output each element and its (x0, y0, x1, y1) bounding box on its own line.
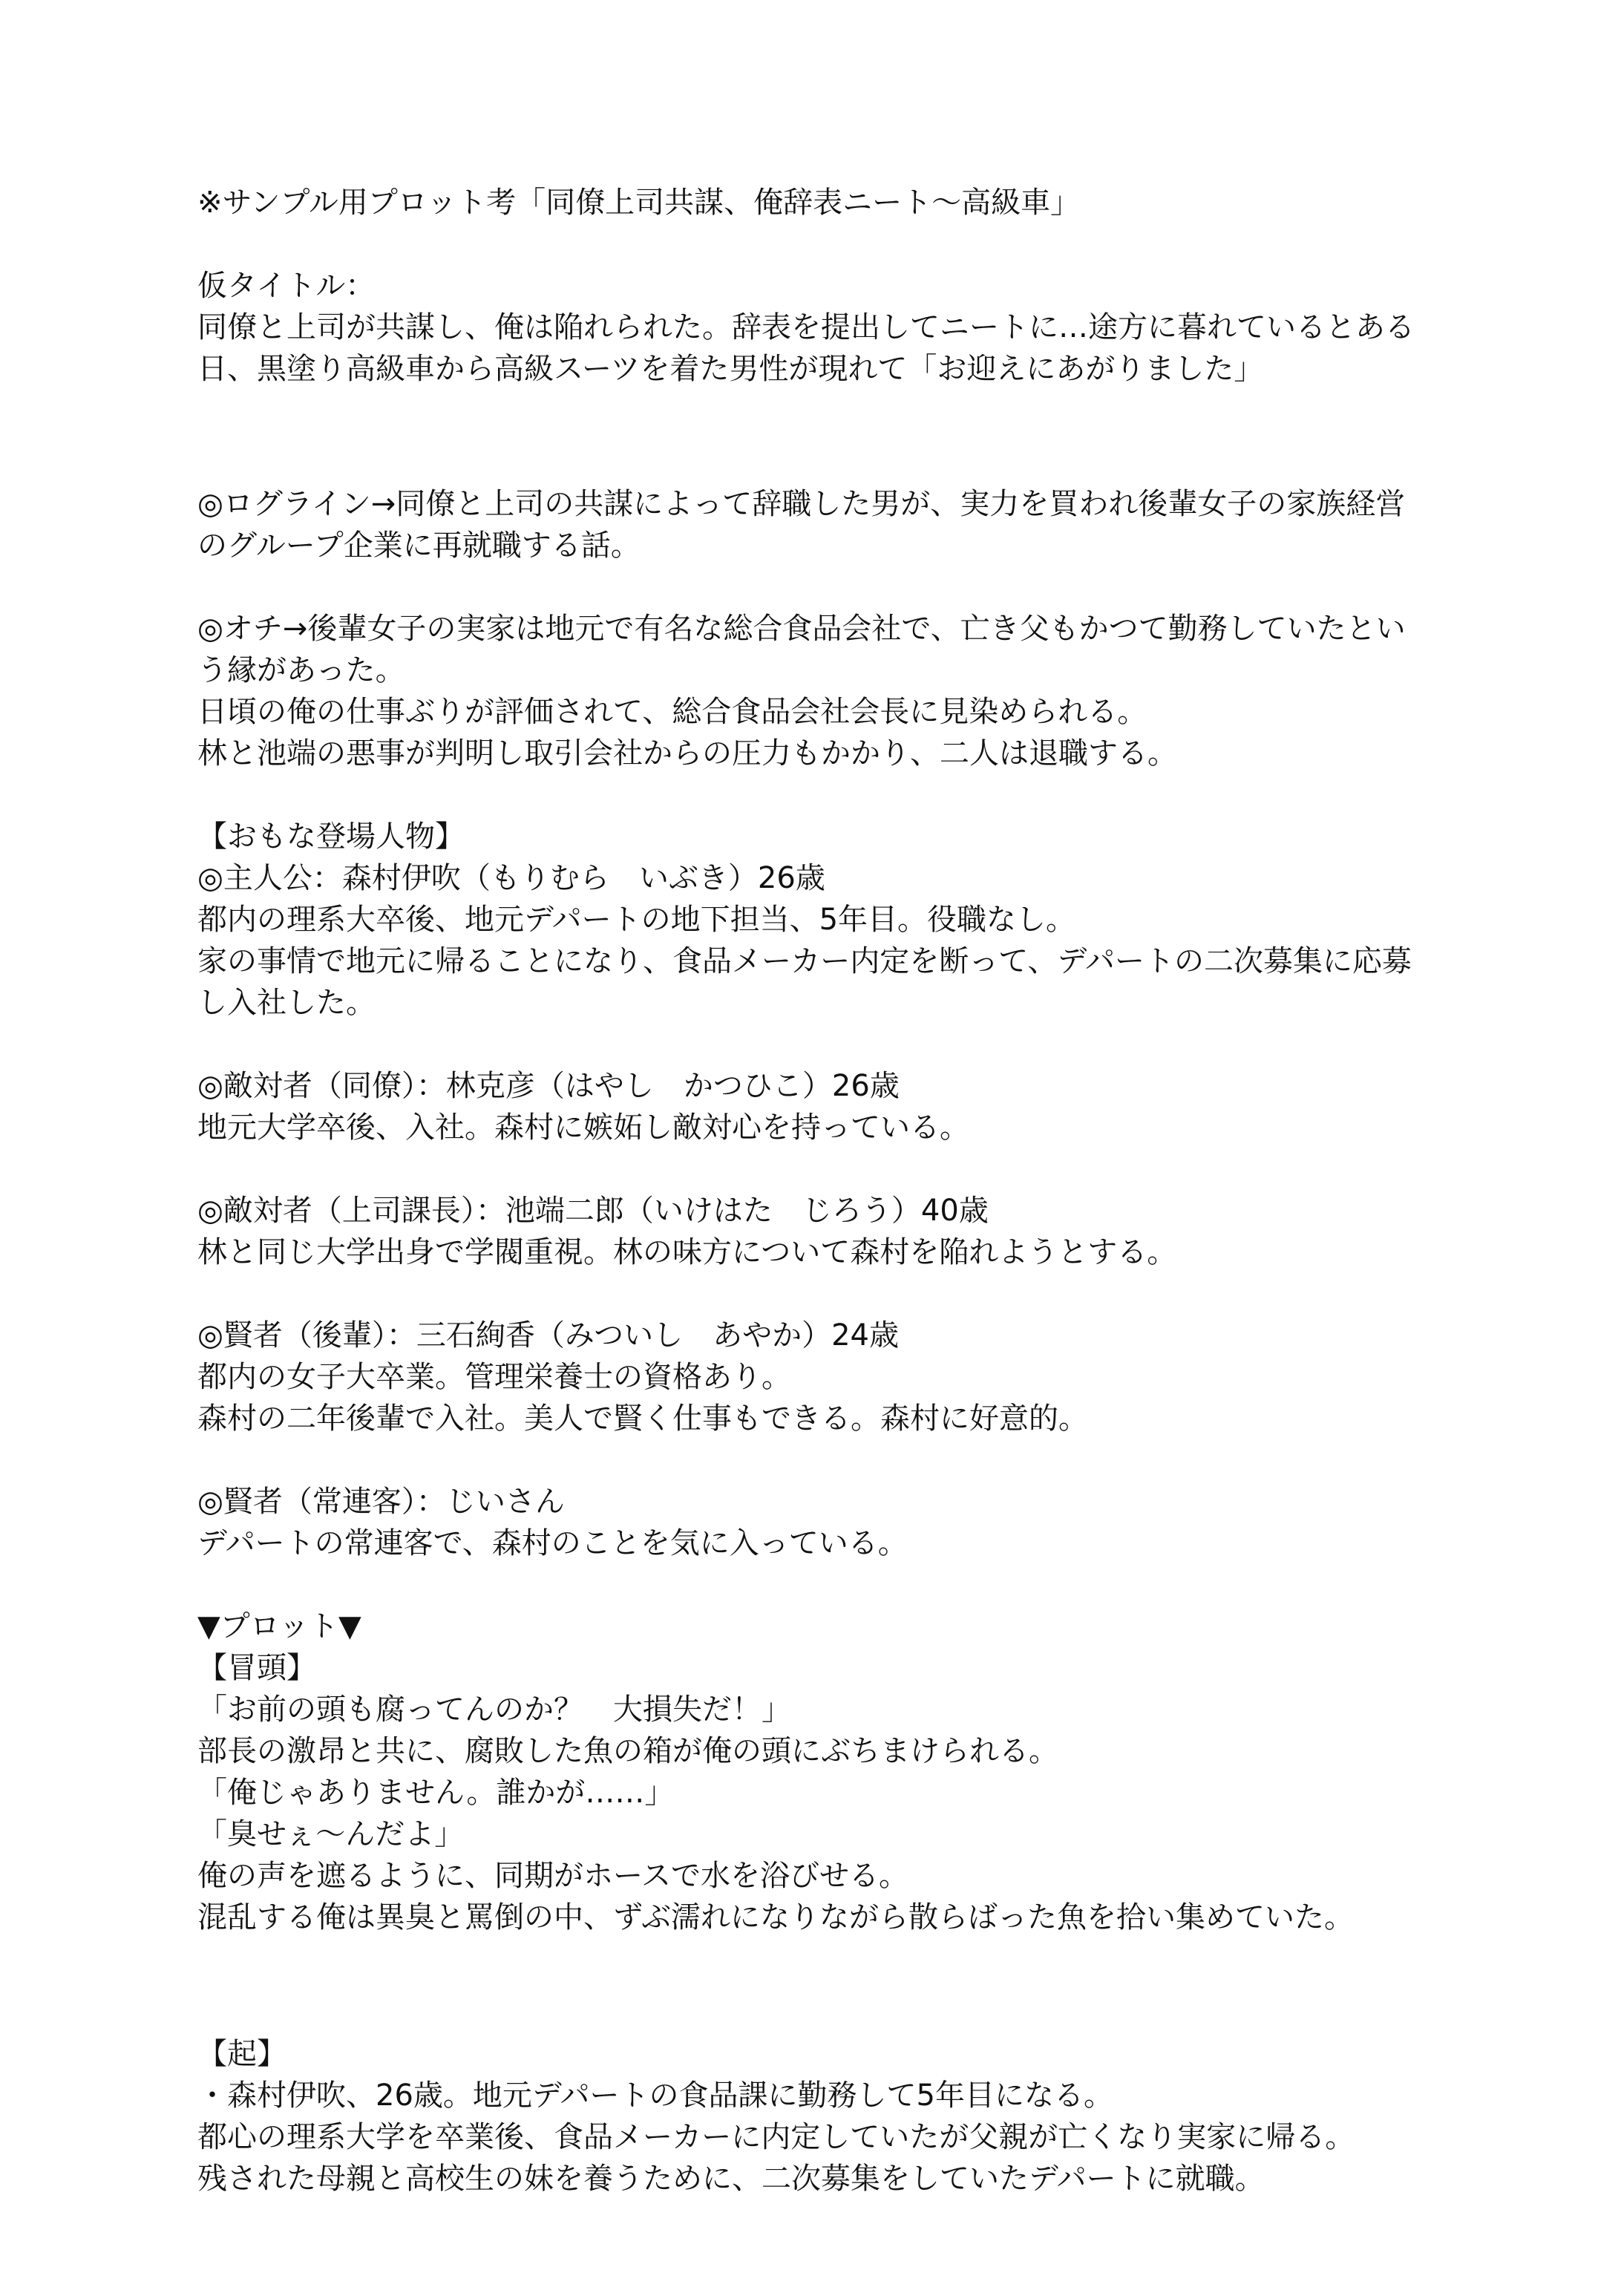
ending-line: ◎オチ→後輩女子の実家は地元で有名な総合食品会社で、亡き父もかつて勤務していたとい (197, 612, 1406, 646)
protagonist-line: 都内の理系大卒後、地元デパートの地下担当、5年目。役職なし。 (197, 903, 1076, 937)
opening-line: 俺の声を遮るように、同期がホースで水を浴びせる。 (197, 1859, 908, 1893)
sage-junior-line: 森村の二年後輩で入社。美人で賢く仕事もできる。森村に好意的。 (197, 1402, 1088, 1436)
logline-line: のグループ企業に再就職する話。 (197, 529, 641, 563)
temp-title-label: 仮タイトル： (197, 269, 376, 303)
opening-line: 「臭せぇ〜んだよ」 (197, 1817, 465, 1851)
logline-line: ◎ログライン→同僚と上司の共謀によって辞職した男が、実力を買われ後輩女子の家族経営 (197, 487, 1406, 521)
ki-line: ・森村伊吹、26歳。地元デパートの食品課に勤務して5年目になる。 (197, 2078, 1113, 2113)
spacer (197, 1938, 1474, 2033)
document-title-line: ※サンプル用プロット考「同僚上司共謀、俺辞表ニート〜高級車」 (197, 186, 1081, 220)
spacer (197, 1564, 1474, 1606)
ending-line: う縁があった。 (197, 653, 405, 687)
spacer (197, 1439, 1474, 1481)
opening-line: 「俺じゃありません。誰かが……」 (197, 1776, 675, 1810)
spacer (197, 1273, 1474, 1315)
spacer (197, 566, 1474, 608)
ki-heading: 【起】 (197, 2037, 286, 2071)
spacer (197, 774, 1474, 816)
opening-line: 混乱する俺は異臭と罵倒の中、ずぶ濡れになりながら散らばった魚を拾い集めていた。 (197, 1900, 1354, 1934)
sage-regular-line: デパートの常連客で、森村のことを気に入っている。 (197, 1526, 908, 1560)
opening-heading: 【冒頭】 (197, 1651, 316, 1685)
spacer (197, 223, 1474, 265)
protagonist-line: 家の事情で地元に帰ることになり、食品メーカー内定を断って、デパートの二次募集に応募 (197, 944, 1412, 978)
rival-colleague-line: 地元大学卒後、入社。森村に嫉妬し敵対心を持っている。 (197, 1111, 969, 1145)
ending-line: 日頃の俺の仕事ぶりが評価されて、総合食品会社会長に見染められる。 (197, 695, 1147, 729)
rival-boss-line: 林と同じ大学出身で学閥重視。林の味方について森村を陥れようとする。 (197, 1235, 1177, 1269)
ki-line: 残された母親と高校生の妹を養うために、二次募集をしていたデパートに就職。 (197, 2162, 1265, 2196)
ending-line: 林と池端の悪事が判明し取引会社からの圧力もかかり、二人は退職する。 (197, 736, 1177, 771)
protagonist-line: ◎主人公：森村伊吹（もりむら いぶき）26歳 (197, 861, 825, 895)
plot-heading: ▼プロット▼ (197, 1609, 361, 1643)
temp-title-line: 同僚と上司が共謀し、俺は陥れられた。辞表を提出してニートに…途方に暮れているとある (197, 310, 1415, 344)
ki-line: 都心の理系大学を卒業後、食品メーカーに内定していたが父親が亡くなり実家に帰る。 (197, 2120, 1355, 2154)
sage-regular-line: ◎賢者（常連客）：じいさん (197, 1485, 565, 1519)
document-page (197, 182, 1474, 2199)
sage-junior-line: 都内の女子大卒業。管理栄養士の資格あり。 (197, 1360, 791, 1394)
rival-colleague-line: ◎敵対者（同僚）：林克彦（はやし かつひこ）26歳 (197, 1069, 900, 1103)
opening-line: 「お前の頭も腐ってんのか？ 大損失だ！」 (197, 1692, 791, 1727)
sage-junior-line: ◎賢者（後輩）：三石絢香（みついし あやか）24歳 (197, 1318, 900, 1353)
opening-line: 部長の激昂と共に、腐敗した魚の箱が俺の頭にぶちまけられる。 (197, 1734, 1058, 1768)
protagonist-line: し入社した。 (197, 986, 376, 1020)
spacer (197, 1148, 1474, 1190)
spacer (197, 390, 1474, 483)
rival-boss-line: ◎敵対者（上司課長）：池端二郎（いけはた じろう）40歳 (197, 1194, 989, 1228)
spacer (197, 1024, 1474, 1065)
temp-title-line: 日、黒塗り高級車から高級スーツを着た男性が現れて「お迎えにあがりました」 (197, 352, 1264, 386)
characters-heading: 【おもな登場人物】 (197, 820, 465, 854)
